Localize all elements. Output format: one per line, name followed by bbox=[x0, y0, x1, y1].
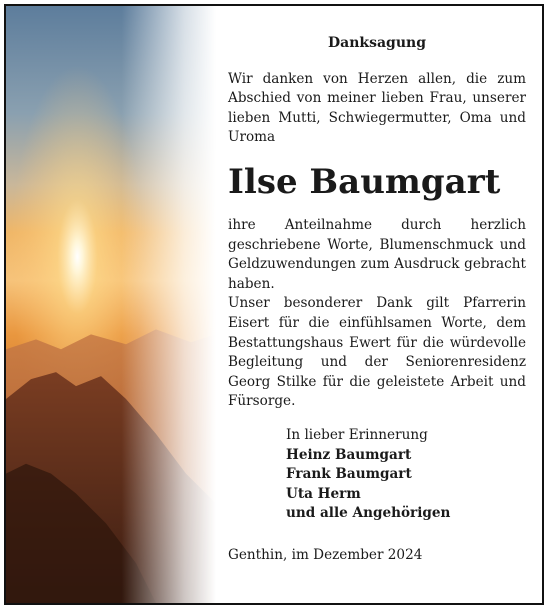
body-paragraph-1: ihre Anteilnahme durch herzlich geschriebene Worte, Blumenschmuck und Geldzuwendungen zum Ausdruck gebracht haben. bbox=[228, 216, 526, 292]
body-paragraph-2: Unser besonderer Dank gilt Pfarrerin Eisert für die einfühlsamen Worte, dem Bestattungshaus Ewert für die würdevolle Begleitung und der Seniorenresidenz Georg Stilke für die geleistete Arbeit und Fürsorge. bbox=[228, 295, 526, 410]
notice-text bbox=[228, 34, 526, 565]
signatory: und alle Angehörigen bbox=[286, 505, 451, 522]
closing-line: In lieber Erinnerung bbox=[286, 426, 428, 443]
notice-frame bbox=[4, 4, 544, 605]
signatory: Uta Herm bbox=[286, 485, 361, 502]
deceased-name: Ilse Baumgart bbox=[228, 161, 501, 202]
intro-paragraph: Wir danken von Herzen allen, die zum Abschied von meiner lieben Frau, unserer lieben Mutti, Schwiegermutter, Oma und Uroma bbox=[228, 70, 526, 146]
signatory: Frank Baumgart bbox=[286, 466, 412, 483]
photo-fade-overlay bbox=[6, 6, 216, 603]
place-date: Genthin, im Dezember 2024 bbox=[228, 546, 423, 563]
closing-block bbox=[286, 426, 526, 524]
sunset-mountain-photo bbox=[6, 6, 216, 603]
signatory: Heinz Baumgart bbox=[286, 446, 412, 463]
heading: Danksagung bbox=[328, 35, 426, 51]
